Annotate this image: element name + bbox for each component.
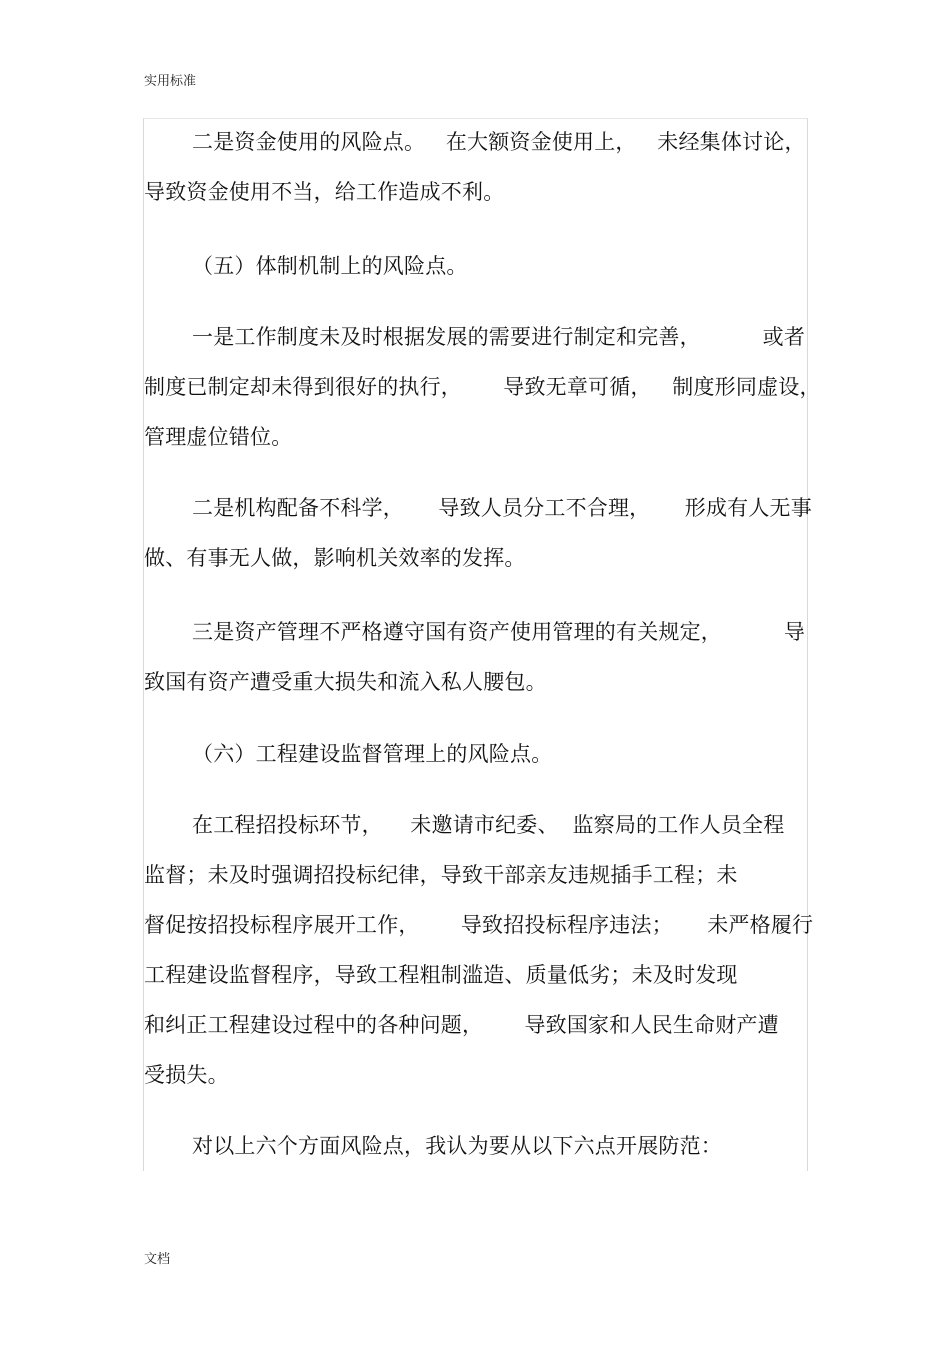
text-line: 在工程招投标环节， 未邀请市纪委、 监察局的工作人员全程 — [192, 813, 785, 837]
text-line: 对以上六个方面风险点，我认为要从以下六点开展防范： — [192, 1134, 722, 1158]
text-line: 监督；未及时强调招投标纪律，导致干部亲友违规插手工程；未 — [144, 863, 738, 887]
text-line: 受损失。 — [144, 1063, 229, 1087]
text-line: 制度已制定却未得到很好的执行， 导致无章可循， 制度形同虚设， — [144, 375, 821, 399]
text-line: 管理虚位错位。 — [144, 425, 293, 449]
text-line: 督促按招投标程序展开工作， 导致招投标程序违法； 未严格履行 — [144, 913, 814, 937]
page-header: 实用标准 — [144, 74, 197, 89]
section-heading: （六）工程建设监督管理上的风险点。 — [192, 742, 553, 766]
text-line: 做、有事无人做，影响机关效率的发挥。 — [144, 546, 526, 570]
text-line: 致国有资产遭受重大损失和流入私人腰包。 — [144, 670, 547, 694]
text-line: 一是工作制度未及时根据发展的需要进行制定和完善， 或者 — [192, 325, 806, 349]
text-line: 和纠正工程建设过程中的各种问题， 导致国家和人民生命财产遭 — [144, 1013, 779, 1037]
section-heading: （五）体制机制上的风险点。 — [192, 254, 468, 278]
text-line: 二是机构配备不科学， 导致人员分工不合理， 形成有人无事 — [192, 496, 812, 520]
text-line: 三是资产管理不严格遵守国有资产使用管理的有关规定， 导 — [192, 620, 806, 644]
text-line: 导致资金使用不当，给工作造成不利。 — [144, 180, 505, 204]
page-footer: 文档 — [144, 1252, 171, 1267]
text-line: 工程建设监督程序，导致工程粗制滥造、质量低劣；未及时发现 — [144, 963, 738, 987]
text-line: 二是资金使用的风险点。 在大额资金使用上， 未经集体讨论， — [192, 130, 806, 154]
